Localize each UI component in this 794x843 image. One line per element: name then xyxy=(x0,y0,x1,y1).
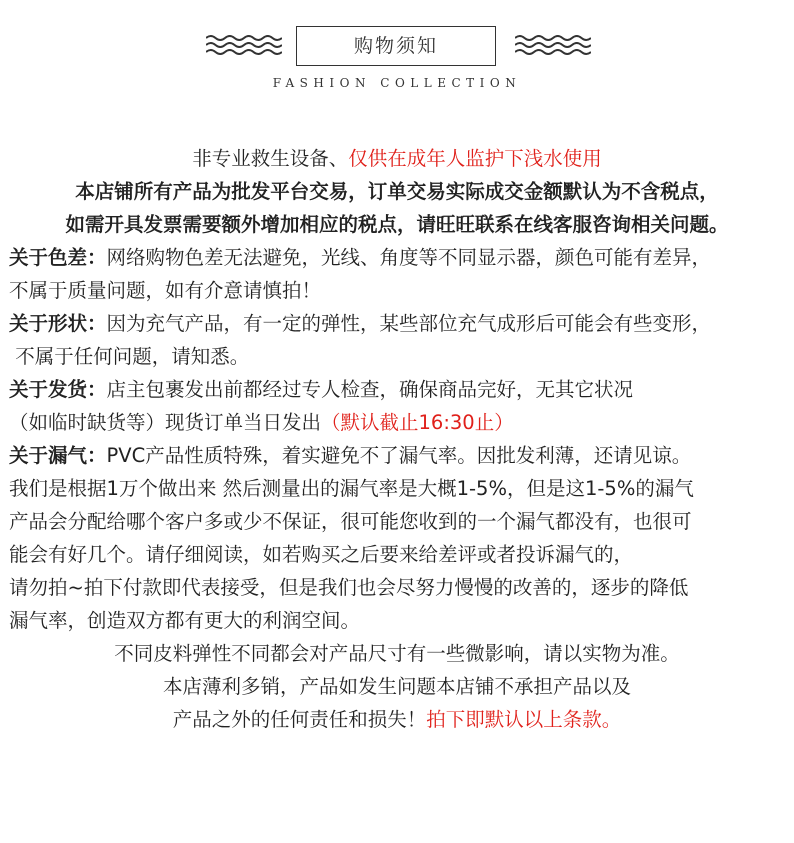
leak-line-5: 请勿拍~拍下付款即代表接受，但是我们也会尽努力慢慢的改善的，逐步的降低 xyxy=(9,576,689,599)
wave-ornament-left-icon xyxy=(206,34,282,56)
leak-line-6: 漏气率，创造双方都有更大的利润空间。 xyxy=(9,609,361,632)
closing-line-1: 不同皮料弹性不同都会对产品尺寸有一些微影响，请以实物为准。 xyxy=(114,642,680,665)
ship-text-2: （如临时缺货等）现货订单当日发出 xyxy=(9,411,322,434)
leak-line-3: 产品会分配给哪个客户多或少不保证，很可能您收到的一个漏气都没有，也很可 xyxy=(9,510,692,533)
closing-line-3 xyxy=(0,703,794,736)
ship-cutoff: （默认截止16:30止） xyxy=(321,411,514,434)
ship-line-1 xyxy=(0,373,794,406)
tax-line-1: 本店铺所有产品为批发平台交易，订单交易实际成交金额默认为不含税点， xyxy=(75,180,719,203)
shape-line-1 xyxy=(0,307,794,340)
ship-line-2 xyxy=(0,406,794,439)
shape-text-1: 因为充气产品，有一定的弹性，某些部位充气成形后可能会有些变形， xyxy=(106,312,712,335)
closing-terms: 拍下即默认以上条款。 xyxy=(426,708,622,731)
leak-label: 关于漏气： xyxy=(9,444,107,467)
tax-line-2: 如需开具发票需要额外增加相应的税点，请旺旺联系在线客服咨询相关问题。 xyxy=(65,213,729,236)
safety-warning: 仅供在成年人监护下浅水使用 xyxy=(348,147,602,170)
ship-label: 关于发货： xyxy=(9,378,107,401)
color-text-1: 网络购物色差无法避免，光线、角度等不同显示器，颜色可能有差异， xyxy=(106,246,712,269)
notice-body xyxy=(0,142,794,736)
closing-line-2: 本店薄利多销，产品如发生问题本店铺不承担产品以及 xyxy=(162,675,631,698)
leak-line-2: 我们是根据1万个做出来 然后测量出的漏气率是大概1-5%，但是这1-5%的漏气 xyxy=(9,477,694,500)
color-line-2: 不属于质量问题，如有介意请慎拍！ xyxy=(9,279,322,302)
color-label: 关于色差： xyxy=(9,246,107,269)
notice-header xyxy=(0,0,794,110)
leak-line-4: 能会有好几个。请仔细阅读，如若购买之后要来给差评或者投诉漏气的， xyxy=(9,543,634,566)
ship-text-1: 店主包裹发出前都经过专人检查，确保商品完好，无其它状况 xyxy=(106,378,634,401)
shape-line-2: 不属于任何问题，请知悉。 xyxy=(9,345,250,368)
safety-text: 非专业救生设备、 xyxy=(192,147,349,170)
page-subtitle: FASHION COLLECTION xyxy=(272,76,522,90)
shape-label: 关于形状： xyxy=(9,312,107,335)
page-title: 购物须知 xyxy=(296,26,496,66)
color-line-1 xyxy=(0,241,794,274)
leak-line-1 xyxy=(0,439,794,472)
leak-text-1: PVC产品性质特殊，着实避免不了漏气率。因批发利薄，还请见谅。 xyxy=(106,444,692,467)
wave-ornament-right-icon xyxy=(515,34,591,56)
safety-line xyxy=(0,142,794,175)
closing-text-3: 产品之外的任何责任和损失！ xyxy=(172,708,427,731)
